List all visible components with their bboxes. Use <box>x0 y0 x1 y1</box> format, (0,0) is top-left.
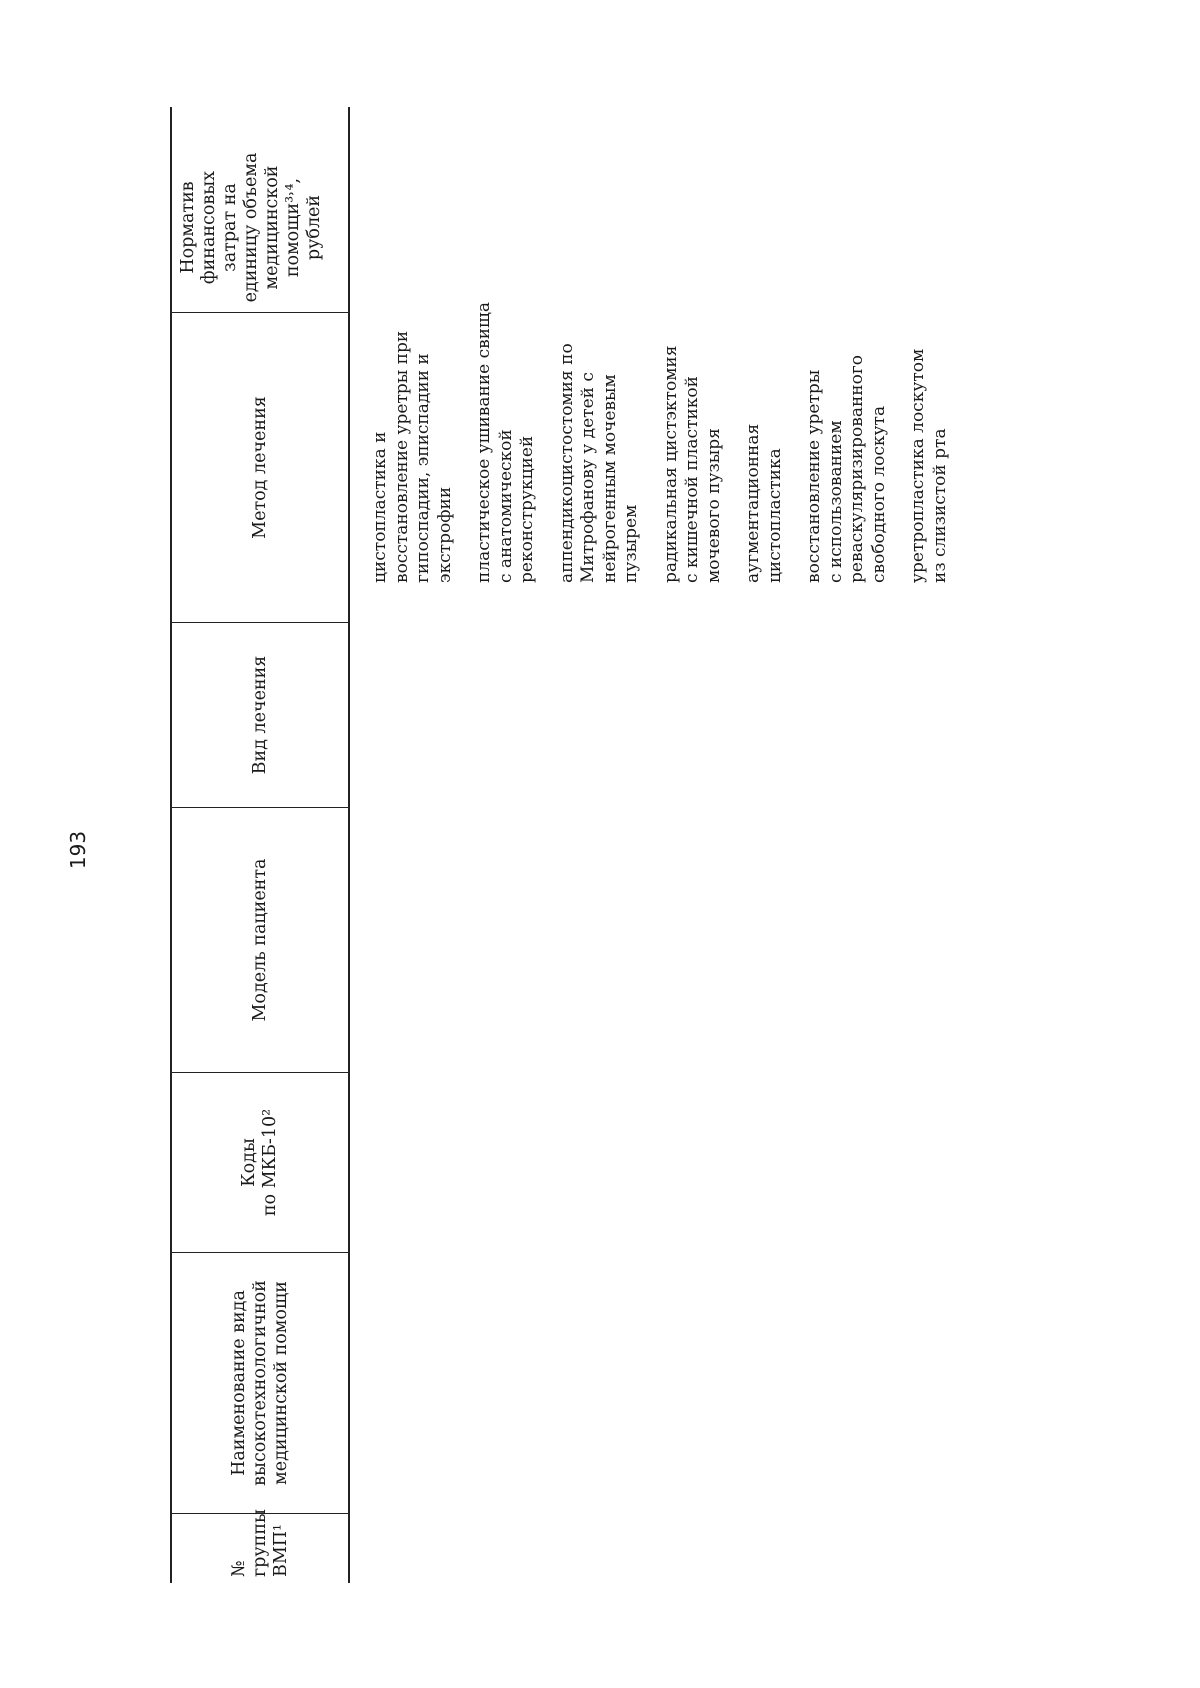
method-item: аугментационная цистопластика <box>743 423 785 583</box>
method-item: аппендикоцистостомия по Митрофанову у детей с нейрогенным мочевым пузырем <box>556 343 641 583</box>
page-number: 193 <box>66 830 90 870</box>
header-cost-standard: Норматив финансовых затрат на единицу объема медицинской помощи³˒⁴, рублей <box>172 143 348 313</box>
header-treatment-method: Метод лечения <box>172 313 348 623</box>
method-item: радикальная цистэктомия с кишечной пластикой мочевого пузыря <box>660 345 724 583</box>
header-treatment-type: Вид лечения <box>172 623 348 808</box>
table-header-row <box>170 107 350 1583</box>
treatment-methods-list <box>370 263 969 583</box>
method-item: пластическое ушивание свища с анатомической реконструкцией <box>474 302 537 583</box>
header-vmp-name: Наименование вида высокотехнологичной медицинской помощи <box>228 1280 291 1486</box>
header-patient-model: Модель пациента <box>172 808 348 1073</box>
method-item: восстановление уретры с использованием реваскуляризированного свободного лоскута <box>804 355 889 583</box>
header-icd-codes: Коды по МКБ-10² <box>172 1073 348 1253</box>
method-item: цистопластика и восстановление уретры при гипоспадии, эписпадии и экстрофии <box>370 330 455 583</box>
table-rotated-container <box>170 107 1070 1583</box>
method-item: уретропластика лоскутом из слизистой рта <box>908 348 950 583</box>
header-group-number: № группы ВМП¹ <box>172 1513 348 1583</box>
